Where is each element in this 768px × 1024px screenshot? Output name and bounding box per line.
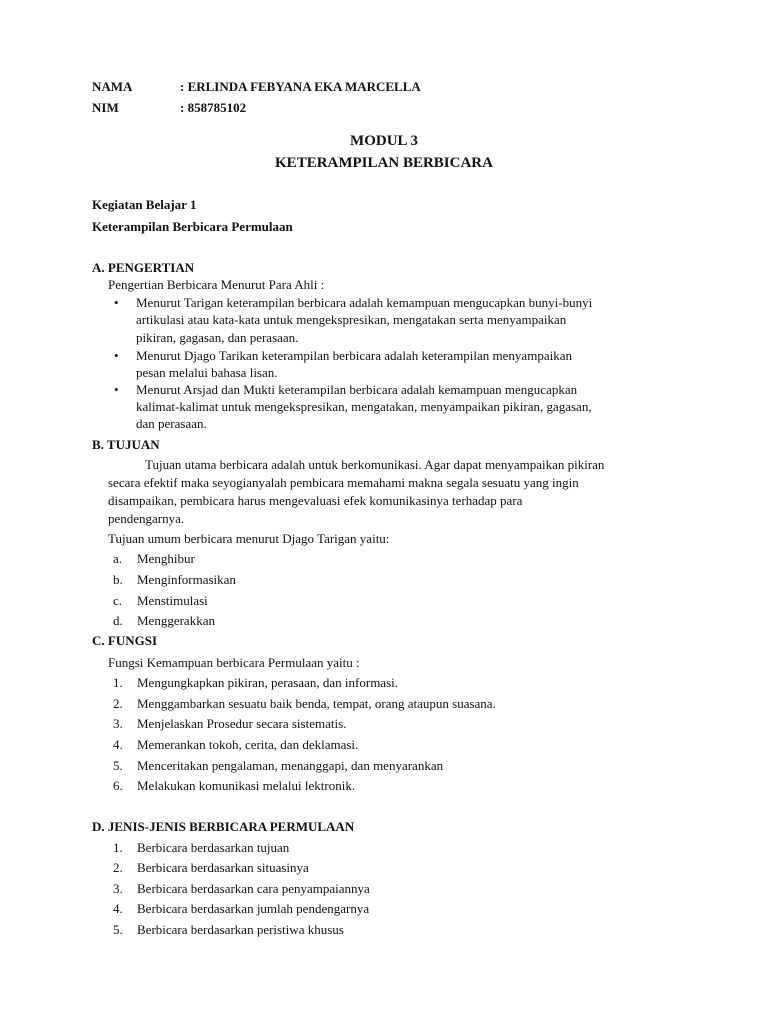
list-marker: 5. <box>113 922 123 937</box>
definition-line: Menurut Djago Tarikan keterampilan berbicara adalah keterampilan menyampaikan <box>136 348 572 363</box>
list-item: Menjelaskan Prosedur secara sistematis. <box>137 716 347 731</box>
list-marker: 3. <box>113 716 123 731</box>
section-a-heading: A. PENGERTIAN <box>92 260 195 275</box>
list-item: Berbicara berdasarkan situasinya <box>137 860 309 875</box>
section-a-intro: Pengertian Berbicara Menurut Para Ahli : <box>108 277 325 292</box>
section-c-heading: C. FUNGSI <box>92 633 158 648</box>
definition-line: dan perasaan. <box>136 416 207 431</box>
module-subtitle: KETERAMPILAN BERBICARA <box>275 155 493 171</box>
definition-line: Menurut Arsjad dan Mukti keterampilan berbicara adalah kemampuan mengucapkan <box>136 382 578 397</box>
bullet-marker: • <box>114 348 119 363</box>
paragraph-line: disampaikan, pembicara harus mengevaluasi efek komunikasinya terhadap para <box>108 493 523 508</box>
list-marker: c. <box>113 593 123 608</box>
list-item: Berbicara berdasarkan cara penyampaiannya <box>137 881 370 896</box>
nim-value: : 858785102 <box>180 100 247 115</box>
list-item: Melakukan komunikasi melalui lektronik. <box>137 778 356 793</box>
definition-line: pesan melalui bahasa lisan. <box>136 365 278 380</box>
kegiatan-label: Kegiatan Belajar 1 <box>92 197 197 212</box>
bullet-marker: • <box>114 295 119 310</box>
definition-line: kalimat-kalimat untuk mengekspresikan, mengatakan, menyampaikan pikiran, gagasan, <box>136 399 592 414</box>
nim-label: NIM <box>92 100 119 115</box>
list-marker: 2. <box>113 696 123 711</box>
list-marker: b. <box>113 572 123 587</box>
list-item: Berbicara berdasarkan tujuan <box>137 840 290 855</box>
list-item: Menggerakkan <box>137 613 215 628</box>
list-item: Menghibur <box>137 551 195 566</box>
section-b-heading: B. TUJUAN <box>92 437 160 452</box>
name-value: : ERLINDA FEBYANA EKA MARCELLA <box>180 79 421 94</box>
definition-line: pikiran, gagasan, dan perasaan. <box>136 330 299 345</box>
list-item: Berbicara berdasarkan peristiwa khusus <box>137 922 344 937</box>
section-c-intro: Fungsi Kemampuan berbicara Permulaan yaitu : <box>108 655 360 670</box>
list-item: Memerankan tokoh, cerita, dan deklamasi. <box>137 737 359 752</box>
list-marker: 4. <box>113 737 123 752</box>
section-d-heading: D. JENIS-JENIS BERBICARA PERMULAAN <box>92 819 355 834</box>
list-marker: 6. <box>113 778 123 793</box>
list-item: Menstimulasi <box>137 593 208 608</box>
name-label: NAMA <box>92 79 133 94</box>
list-marker: 3. <box>113 881 123 896</box>
list-item: Berbicara berdasarkan jumlah pendengarnya <box>137 901 370 916</box>
definition-line: Menurut Tarigan keterampilan berbicara adalah kemampuan mengucapkan bunyi-bunyi <box>136 295 593 310</box>
paragraph-line: secara efektif maka seyogianyalah pembicara memahami makna segala sesuatu yang ingin <box>108 475 579 490</box>
list-marker: 4. <box>113 901 123 916</box>
list-marker: 5. <box>113 758 123 773</box>
module-title: MODUL 3 <box>350 133 418 149</box>
list-marker: a. <box>113 551 123 566</box>
bullet-marker: • <box>114 382 119 397</box>
list-item: Mengungkapkan pikiran, perasaan, dan informasi. <box>137 675 399 690</box>
paragraph-line: pendengarnya. <box>108 511 185 526</box>
list-marker: 2. <box>113 860 123 875</box>
definition-line: artikulasi atau kata-kata untuk mengekspresikan, mengatakan serta menyampaikan <box>136 312 567 327</box>
list-item: Menginformasikan <box>137 572 236 587</box>
section-b-intro: Tujuan umum berbicara menurut Djago Tarigan yaitu: <box>108 531 390 546</box>
list-marker: d. <box>113 613 123 628</box>
kegiatan-title: Keterampilan Berbicara Permulaan <box>92 219 293 234</box>
list-item: Menggambarkan sesuatu baik benda, tempat, orang ataupun suasana. <box>137 696 496 711</box>
list-marker: 1. <box>113 840 123 855</box>
paragraph-line: Tujuan utama berbicara adalah untuk berkomunikasi. Agar dapat menyampaikan pikiran <box>145 457 605 472</box>
list-marker: 1. <box>113 675 123 690</box>
list-item: Menceritakan pengalaman, menanggapi, dan menyarankan <box>137 758 444 773</box>
